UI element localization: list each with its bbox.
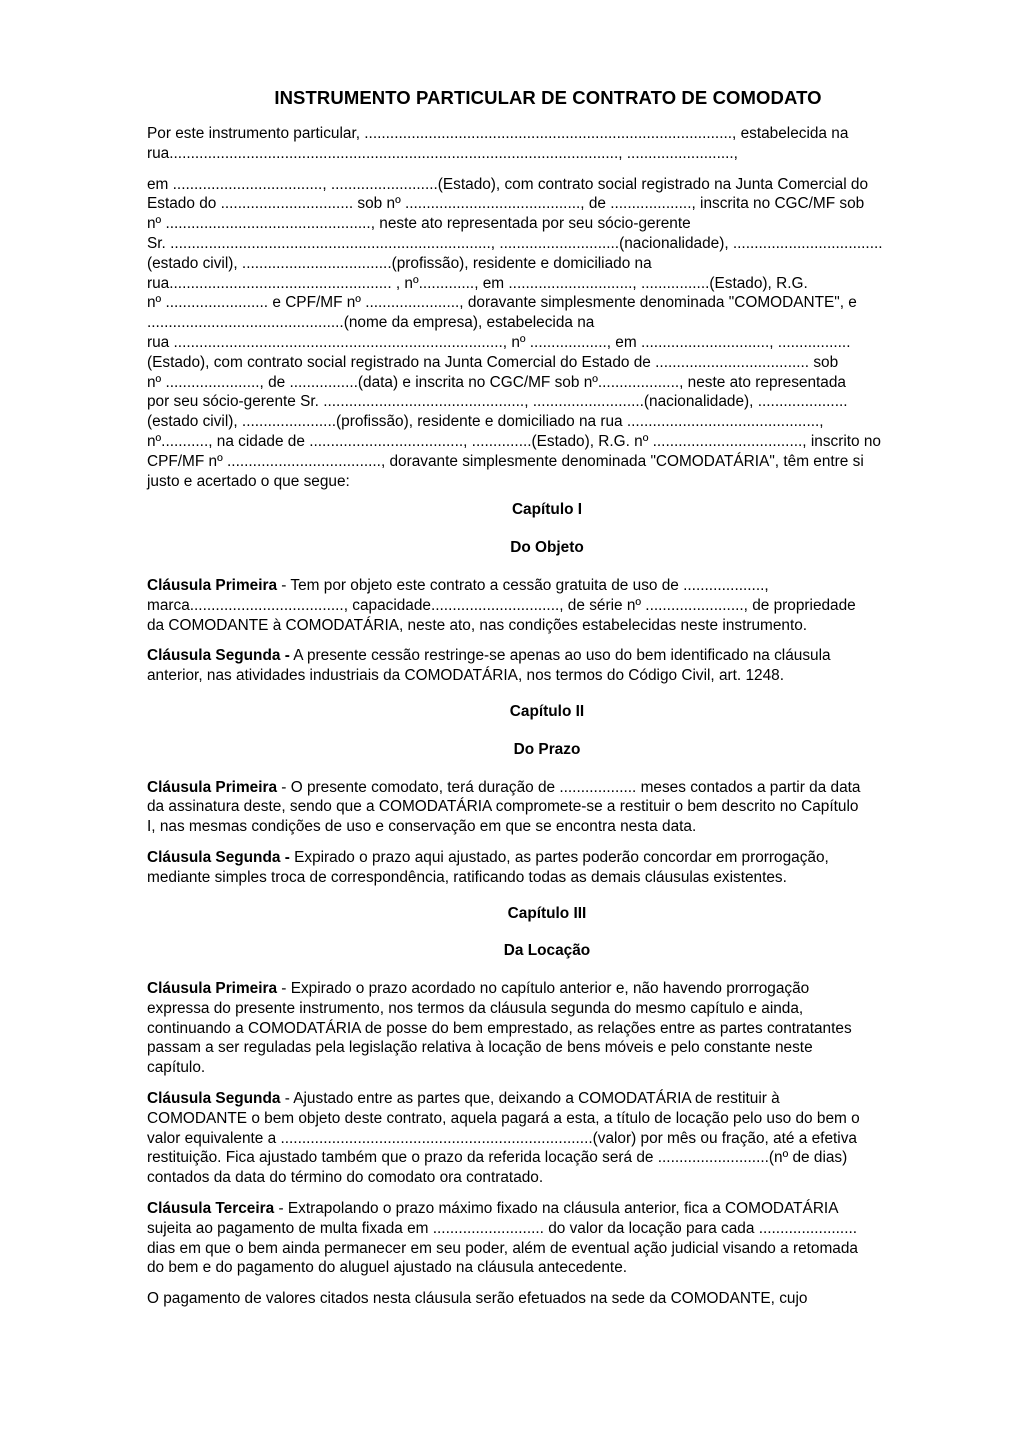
text-line: (estado civil), ...................................(profissão), residente e domiciliado na [147, 254, 652, 272]
chapter-3-heading: Da Locação [503, 942, 591, 960]
text-line: CPF/MF nº ...................................., doravante simplesmente denominada "COMODATÁRIA", têm entre si [147, 452, 864, 470]
text-line: Sr. ..........................................................................., ............................(nacionalidade), ................................... [147, 234, 883, 252]
text-line [147, 646, 947, 666]
clause-text: - Extrapolando o prazo máximo fixado na cláusula anterior, fica a COMODATÁRIA [274, 1200, 839, 1218]
chapter-3-clause-3 [147, 1199, 947, 1278]
text-line: dias em que o bem ainda permanecer em seu poder, além de eventual ação judicial visando a retomada [147, 1239, 858, 1257]
chapter-3-title: Capítulo III [507, 904, 587, 922]
text-line [147, 576, 947, 596]
clause-label: Cláusula Segunda - [147, 647, 290, 665]
text-line: da assinatura deste, sendo que a COMODATÁRIA compromete-se a restituir o bem descrito no Capítulo [147, 798, 859, 816]
text-line: (estado civil), ......................(profissão), residente e domiciliado na rua ............................................., [147, 413, 824, 431]
text-line: nº ........................ e CPF/MF nº ......................, doravante simplesmente denominada "COMODANTE", e [147, 294, 857, 312]
text-line: justo e acertado o que segue: [147, 472, 350, 490]
clause-text: - Expirado o prazo acordado no capítulo anterior e, não havendo prorrogação [277, 980, 810, 998]
text-line [147, 1199, 947, 1219]
text-line: rua.................................................... , nº............., em ............................., ................(Estado), R.G. [147, 274, 808, 292]
text-line: mediante simples troca de correspondência, ratificando todas as demais cláusulas existentes. [147, 868, 787, 886]
text-line: Estado do ............................... sob nº ........................................., de ..................., inscrita no CGC/MF sob [147, 195, 865, 213]
text-line: capítulo. [147, 1059, 206, 1077]
text-line: Por este instrumento particular, ......................................................................................, estabelecida na [147, 125, 849, 142]
clause-label: Cláusula Segunda - [147, 848, 290, 866]
text-line: nº..........., na cidade de ...................................., ..............(Estado), R.G. nº ..................................., inscrito no [147, 432, 881, 450]
text-line: expressa do presente instrumento, nos termos da cláusula segunda do mesmo capítulo e ainda, [147, 999, 804, 1017]
clause-label: Cláusula Terceira [147, 1200, 275, 1218]
text-line: rua ............................................................................., nº .................., em .............................., ................. [147, 333, 851, 351]
text-line: COMODANTE o bem objeto deste contrato, aquela pagará a esta, a título de locação pelo uso do bem o [147, 1109, 860, 1127]
final-paragraph [147, 1289, 947, 1309]
chapter-1-clause-2 [147, 646, 947, 686]
text-line: em ..................................., .........................(Estado), com contrato social registrado na Junta Comercial do [147, 175, 869, 193]
text-line: por seu sócio-gerente Sr. ..............................................., ..........................(nacionalidade), ..................... [147, 393, 848, 411]
text-line: do bem e do pagamento do aluguel ajustado na cláusula antecedente. [147, 1259, 628, 1277]
chapter-2-clause-1 [147, 778, 947, 837]
text-line: sujeita ao pagamento de multa fixada em .......................... do valor da locação para cada ....................... [147, 1219, 858, 1237]
intro-paragraph-1 [147, 124, 947, 164]
text-line: restituição. Fica ajustado também que o prazo da referida locação será de ..........................(nº de dias) [147, 1149, 848, 1167]
text-line: marca...................................., capacidade.............................., de série nº ......................., de propriedade [147, 596, 856, 614]
text-line: ..............................................(nome da empresa), estabelecida na [147, 314, 595, 332]
clause-text: Expirado o prazo aqui ajustado, as partes poderão concordar em prorrogação, [289, 848, 829, 866]
clause-label: Cláusula Primeira [147, 778, 278, 796]
clause-text: - O presente comodato, terá duração de .................. meses contados a partir da data [277, 778, 861, 796]
clause-label: Cláusula Primeira [147, 980, 278, 998]
chapter-2-title: Capítulo II [509, 702, 585, 720]
clause-label: Cláusula Segunda [147, 1090, 281, 1108]
chapter-3-clause-1 [147, 979, 947, 1078]
chapter-2-heading: Do Prazo [513, 740, 581, 758]
document-page [147, 86, 947, 1320]
text-line: rua........................................................................................................., ........................., [147, 144, 738, 162]
text-line [147, 979, 947, 999]
clause-text: A presente cessão restringe-se apenas ao uso do bem identificado na cláusula [289, 647, 831, 665]
text-line [147, 778, 947, 798]
clause-text: - Tem por objeto este contrato a cessão gratuita de uso de ..................., [277, 576, 769, 594]
text-line: nº ......................, de ................(data) e inscrita no CGC/MF sob nº..................., neste ato representada [147, 373, 846, 391]
chapter-1-heading: Do Objeto [510, 539, 584, 557]
chapter-2-clause-2 [147, 848, 947, 888]
text-line [147, 1089, 947, 1109]
chapter-1-title: Capítulo I [511, 501, 583, 519]
text-line: anterior, nas atividades industriais da COMODATÁRIA, nos termos do Código Civil, art. 1248. [147, 667, 784, 685]
text-line: O pagamento de valores citados nesta cláusula serão efetuados na sede da COMODANTE, cujo [147, 1290, 808, 1308]
chapter-1-clause-1 [147, 576, 947, 635]
document-title: INSTRUMENTO PARTICULAR DE CONTRATO DE COMODATO [274, 87, 822, 108]
chapter-3-clause-2 [147, 1089, 947, 1188]
text-line: (Estado), com contrato social registrado na Junta Comercial do Estado de .................................... sob [147, 353, 839, 371]
text-line: passam a ser reguladas pela legislação relativa à locação de bens móveis e pelo constante neste [147, 1039, 813, 1057]
text-line: I, nas mesmas condições de uso e conservação em que se encontra nesta data. [147, 818, 697, 836]
text-line: nº ................................................, neste ato representada por seu sócio-gerente [147, 215, 691, 233]
text-line: contados da data do término do comodato ora contratado. [147, 1169, 544, 1187]
text-line [147, 848, 947, 868]
text-line: valor equivalente a .........................................................................(valor) por mês ou fração, até a efetiva [147, 1129, 857, 1147]
text-line: da COMODANTE à COMODATÁRIA, neste ato, nas condições estabelecidas neste instrumento. [147, 616, 808, 634]
clause-label: Cláusula Primeira [147, 576, 278, 594]
intro-paragraph-2 [147, 175, 947, 492]
text-line: continuando a COMODATÁRIA de posse do bem emprestado, as relações entre as partes contratantes [147, 1019, 852, 1037]
clause-text: - Ajustado entre as partes que, deixando a COMODATÁRIA de restituir à [280, 1090, 780, 1108]
